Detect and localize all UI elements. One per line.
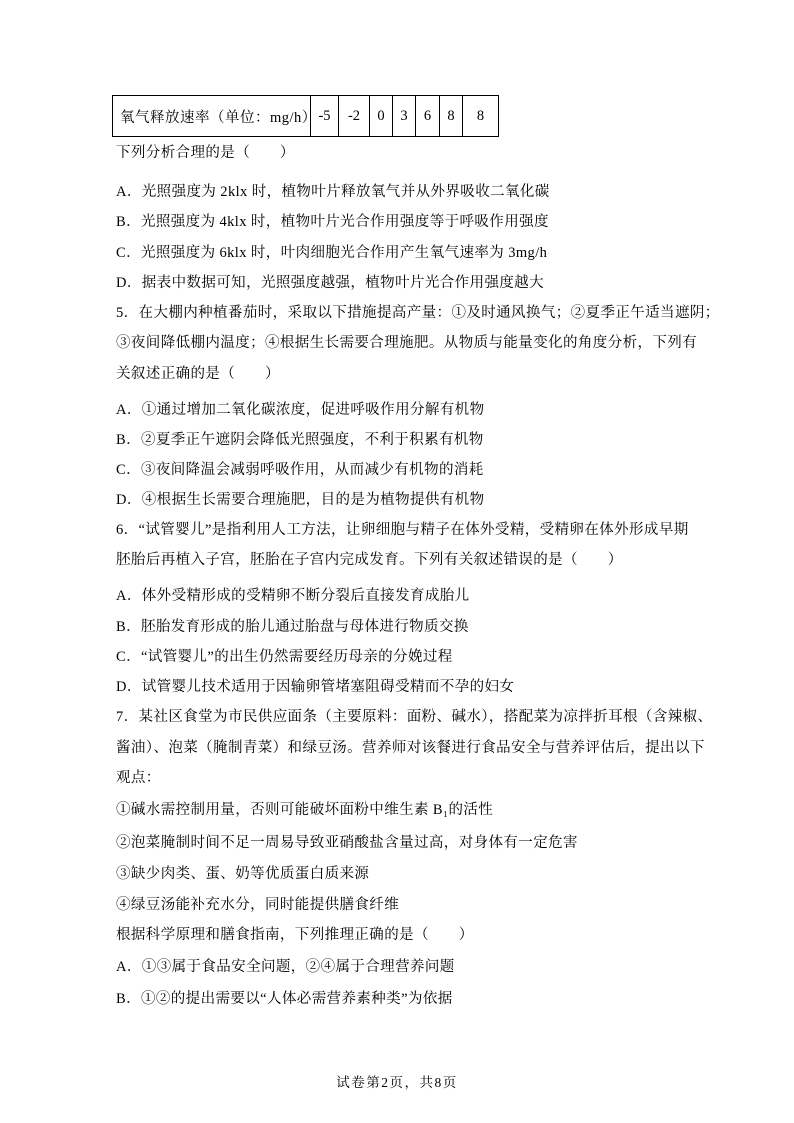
q7-point-1: ①碱水需控制用量，否则可能破坏面粉中维生素 B₁的活性 [116,802,494,818]
q6-stem-line-2: 胚胎后再植入子宫，胚胎在子宫内完成发育。下列有关叙述错误的是（ ） [116,552,623,568]
q7-point-2: ②泡菜腌制时间不足一周易导致亚硝酸盐含量过高，对身体有一定危害 [116,835,578,851]
q7-stem-line-3: 观点： [116,770,161,786]
q4-option-c: C．光照强度为 6klx 时，叶肉细胞光合作用产生氧气速率为 3mg/h [116,245,548,261]
q6-option-b: B．胚胎发育形成的胎儿通过胎盘与母体进行物质交换 [116,619,469,635]
table-cell: 0 [370,96,393,137]
table-cell: 3 [393,96,416,137]
q6-stem-line-1: 6．“试管婴儿”是指利用人工方法，让卵细胞与精子在体外受精，受精卵在体外形成早期 [116,522,689,538]
table-row [113,96,499,137]
q6-option-a: A．体外受精形成的受精卵不断分裂后直接发育成胎儿 [116,588,470,604]
oxygen-release-rate-table [112,95,499,137]
table-cell: -2 [339,96,370,137]
q5-option-a: A．①通过增加二氧化碳浓度，促进呼吸作用分解有机物 [116,402,485,418]
q4-option-b: B．光照强度为 4klx 时，植物叶片光合作用强度等于呼吸作用强度 [116,214,549,230]
q4-option-d: D．据表中数据可知，光照强度越强，植物叶片光合作用强度越大 [116,275,545,291]
q7-stem-line-2: 酱油）、泡菜（腌制青菜）和绿豆汤。营养师对该餐进行食品安全与营养评估后，提出以下 [116,740,705,756]
q6-option-c: C．“试管婴儿”的出生仍然需要经历母亲的分娩过程 [116,649,453,665]
q7-point-4: ④绿豆汤能补充水分，同时能提供膳食纤维 [116,897,400,913]
q4-prompt: 下列分析合理的是（ ） [116,145,295,161]
page-footer: 试卷第2页，共8页 [336,1075,458,1090]
q5-option-b: B．②夏季正午遮阴会降低光照强度，不利于积累有机物 [116,432,484,448]
q7-stem-line-1: 7．某社区食堂为市民供应面条（主要原料：面粉、碱水），搭配菜为凉拌折耳根（含辣椒、 [116,709,713,725]
table-row-header: 氧气释放速率（单位：mg/h） [113,96,311,137]
q5-stem-line-2: ③夜间降低棚内温度；④根据生长需要合理施肥。从物质与能量变化的角度分析，下列有 [116,335,698,351]
q5-stem-line-1: 5．在大棚内种植番茄时，采取以下措施提高产量：①及时通风换气；②夏季正午适当遮阴； [116,305,720,321]
table-cell: 8 [463,96,499,137]
table-cell: 6 [416,96,440,137]
q6-option-d: D．试管婴儿技术适用于因输卵管堵塞阻碍受精而不孕的妇女 [116,679,515,695]
q7-option-b: B．①②的提出需要以“人体必需营养素种类”为依据 [116,991,453,1007]
table-cell: -5 [311,96,339,137]
q7-prompt: 根据科学原理和膳食指南，下列推理正确的是（ ） [116,927,474,943]
q5-stem-line-3: 关叙述正确的是（ ） [116,366,280,382]
q5-option-d: D．④根据生长需要合理施肥，目的是为植物提供有机物 [116,492,485,508]
table-cell: 8 [440,96,463,137]
q7-option-a: A．①③属于食品安全问题，②④属于合理营养问题 [116,959,455,975]
q5-option-c: C．③夜间降温会减弱呼吸作用，从而减少有机物的消耗 [116,462,484,478]
q4-option-a: A．光照强度为 2klx 时，植物叶片释放氧气并从外界吸收二氧化碳 [116,184,550,200]
q7-point-3: ③缺少肉类、蛋、奶等优质蛋白质来源 [116,866,370,882]
